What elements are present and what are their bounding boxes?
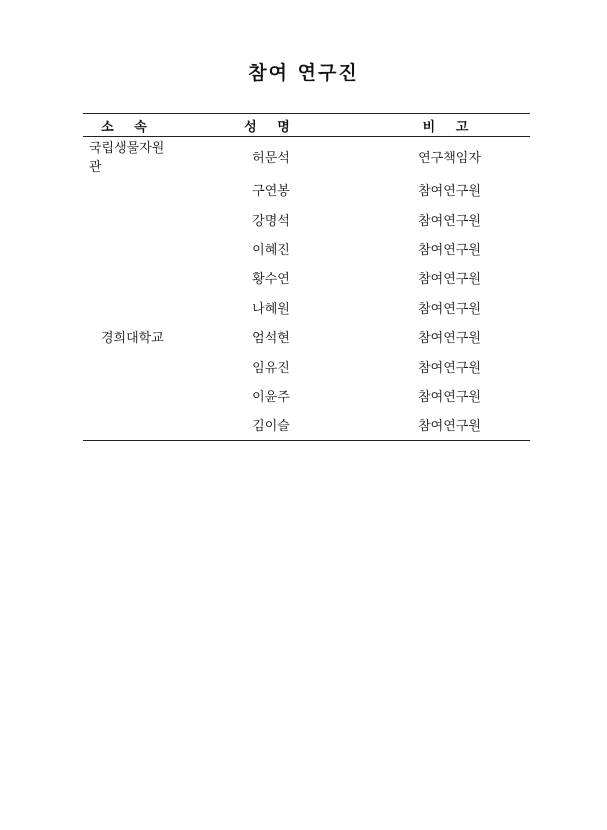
table-row bbox=[83, 263, 530, 292]
name-cell: 허문석 bbox=[252, 150, 290, 166]
name-cell: 황수연 bbox=[252, 272, 290, 288]
affiliation-cell bbox=[83, 351, 173, 380]
table-row bbox=[83, 234, 530, 263]
affiliation-cell bbox=[83, 410, 173, 440]
table-row bbox=[83, 137, 530, 176]
table-header-row bbox=[83, 114, 530, 137]
header-note: 비 고 bbox=[422, 119, 477, 135]
affiliation-cell bbox=[83, 175, 173, 204]
affiliation-cell: 경희대학교 bbox=[101, 331, 164, 347]
header-name: 성 명 bbox=[244, 119, 298, 135]
affiliation-cell: 국립생물자원관 bbox=[89, 141, 165, 175]
header-affiliation: 소 속 bbox=[101, 119, 155, 135]
affiliation-cell bbox=[83, 381, 173, 410]
note-cell: 참여연구원 bbox=[418, 213, 481, 229]
name-cell: 엄석현 bbox=[252, 331, 290, 347]
affiliation-cell bbox=[83, 204, 173, 233]
name-cell: 이윤주 bbox=[252, 389, 290, 405]
name-cell: 나혜원 bbox=[252, 301, 290, 317]
table-row bbox=[83, 322, 530, 351]
table-row bbox=[83, 175, 530, 204]
name-cell: 임유진 bbox=[252, 360, 290, 376]
note-cell: 참여연구원 bbox=[418, 331, 481, 347]
note-cell: 참여연구원 bbox=[418, 360, 481, 376]
page-title: 참여 연구진 bbox=[248, 62, 359, 84]
affiliation-cell bbox=[83, 234, 173, 263]
name-cell: 이혜진 bbox=[252, 242, 290, 258]
name-cell: 강명석 bbox=[252, 213, 290, 229]
note-cell: 참여연구원 bbox=[418, 184, 481, 200]
table-row bbox=[83, 351, 530, 380]
name-cell: 김이슬 bbox=[252, 419, 290, 435]
affiliation-cell bbox=[83, 293, 173, 322]
note-cell: 참여연구원 bbox=[418, 301, 481, 317]
name-cell: 구연봉 bbox=[252, 184, 290, 200]
note-cell: 참여연구원 bbox=[418, 419, 481, 435]
note-cell: 참여연구원 bbox=[418, 272, 481, 288]
note-cell: 참여연구원 bbox=[418, 389, 481, 405]
note-cell: 연구책임자 bbox=[418, 150, 481, 166]
note-cell: 참여연구원 bbox=[418, 242, 481, 258]
table-row bbox=[83, 381, 530, 410]
table-row bbox=[83, 293, 530, 322]
affiliation-cell bbox=[83, 263, 173, 292]
table-row bbox=[83, 410, 530, 440]
research-team-table bbox=[83, 113, 530, 441]
table-row bbox=[83, 204, 530, 233]
